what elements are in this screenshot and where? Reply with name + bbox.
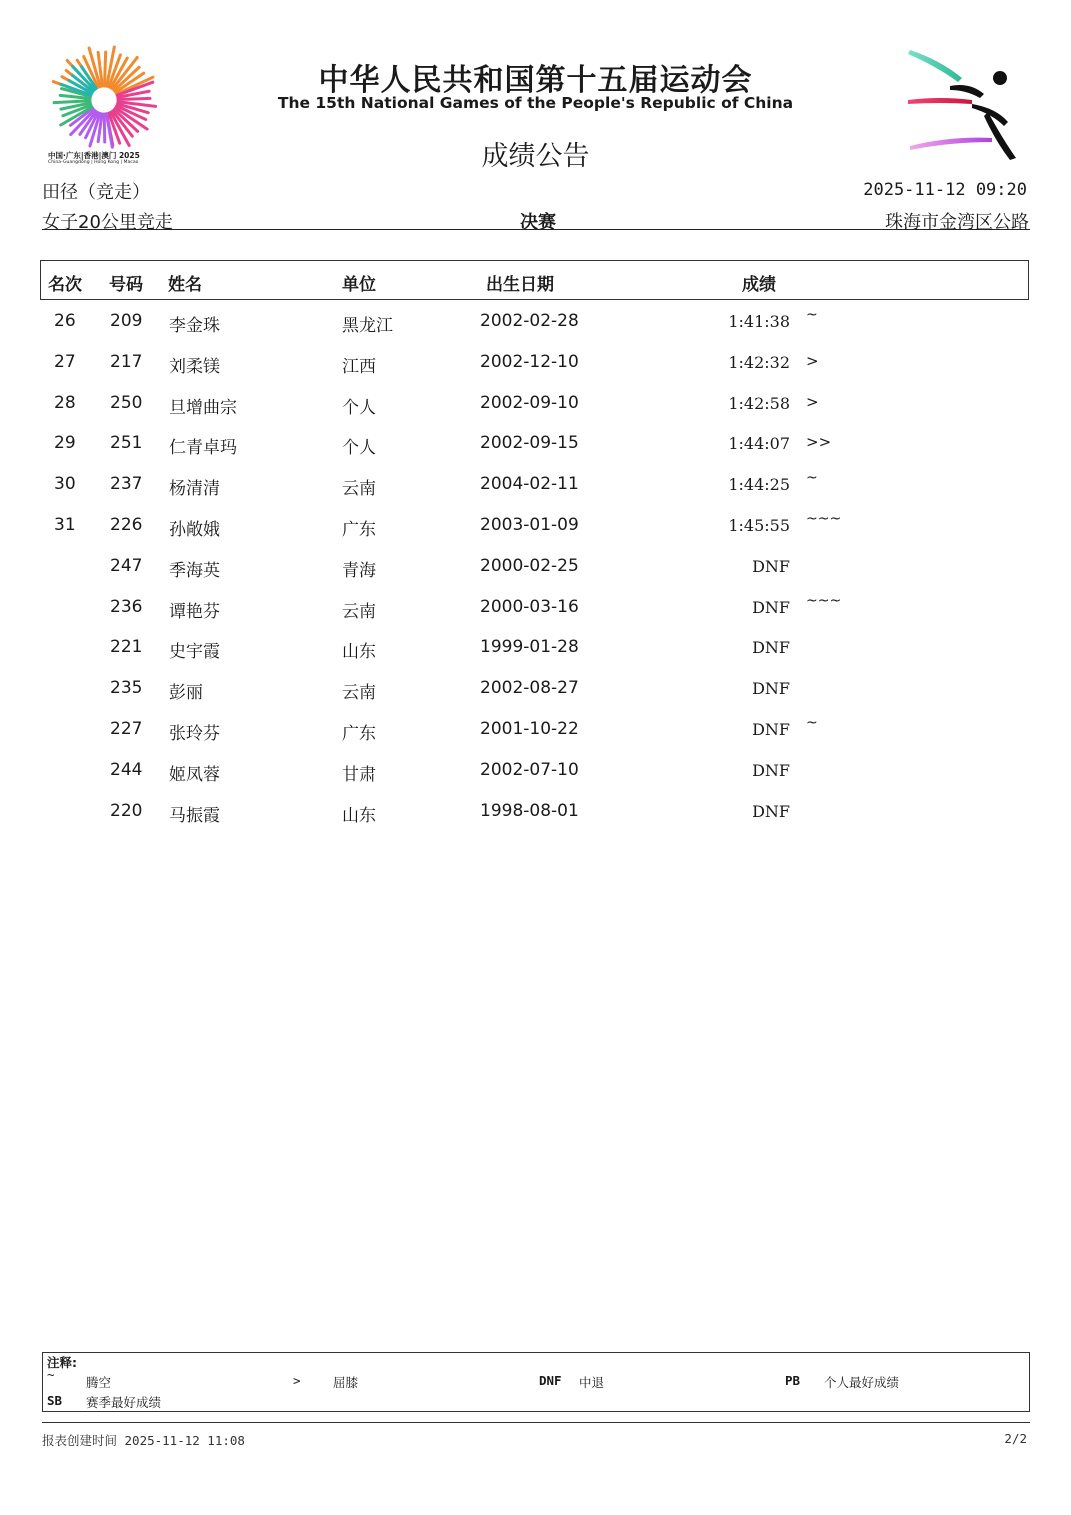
event-round: 决赛 (520, 212, 556, 233)
name-cell: 季海英 (169, 560, 220, 581)
logo-caption-cn: 中国·广东|香港|澳门 2025 (48, 151, 140, 160)
team-cell: 云南 (342, 601, 376, 622)
name-cell: 仁青卓玛 (169, 438, 237, 459)
dob-cell: 2002-09-15 (480, 433, 579, 454)
result-cell: DNF (752, 719, 790, 739)
team-cell: 江西 (342, 356, 376, 377)
table-row (0, 383, 1071, 424)
games-title-en: The 15th National Games of the People's Republic of China (277, 94, 794, 112)
bib-cell: 247 (110, 555, 143, 576)
bib-cell: 220 (110, 800, 143, 821)
result-cell: DNF (752, 679, 790, 699)
name-cell: 李金珠 (169, 316, 220, 336)
name-cell: 杨清清 (169, 479, 220, 500)
table-row (0, 301, 1071, 342)
name-cell: 姬凤蓉 (169, 764, 220, 785)
event-name: 女子20公里竞走 (42, 212, 173, 233)
notes-legend-box (42, 1352, 1030, 1412)
team-cell: 个人 (342, 397, 376, 418)
penalty-mark-cell: ~ (806, 470, 818, 487)
result-cell: DNF (752, 760, 790, 780)
dob-cell: 2002-09-10 (480, 392, 579, 413)
document-title: 成绩公告 (481, 141, 590, 172)
dob-cell: 2002-12-10 (480, 351, 579, 372)
result-cell: 1:42:32 (728, 352, 790, 372)
note-desc: 赛季最好成绩 (86, 1395, 162, 1410)
penalty-mark-cell: > (806, 392, 819, 411)
table-row (0, 750, 1071, 791)
column-header-rank: 名次 (48, 275, 82, 295)
page-number: 2/2 (1004, 1431, 1027, 1446)
column-header-result: 成绩 (742, 275, 776, 295)
rank-cell: 28 (54, 392, 76, 413)
result-cell: DNF (752, 801, 790, 821)
dob-cell: 2000-02-25 (480, 555, 579, 576)
bib-cell: 236 (110, 596, 143, 617)
team-cell: 山东 (342, 642, 376, 663)
name-cell: 马振霞 (169, 805, 220, 826)
result-cell: 1:42:58 (728, 393, 790, 413)
dob-cell: 2003-01-09 (480, 514, 579, 535)
dob-cell: 2002-07-10 (480, 759, 579, 780)
table-row (0, 627, 1071, 668)
event-datetime: 2025-11-12 09:20 (863, 180, 1027, 200)
team-cell: 云南 (342, 683, 376, 704)
dob-cell: 2004-02-11 (480, 474, 579, 495)
team-cell: 黑龙江 (342, 316, 393, 336)
note-desc: 中退 (579, 1375, 605, 1390)
table-row (0, 342, 1071, 383)
team-cell: 云南 (342, 479, 376, 500)
note-code: SB (47, 1393, 63, 1408)
note-desc: 个人最好成绩 (824, 1375, 900, 1390)
result-cell: DNF (752, 638, 790, 658)
bib-cell: 221 (110, 637, 143, 658)
dob-cell: 2000-03-16 (480, 596, 579, 617)
table-row (0, 587, 1071, 628)
table-row (0, 668, 1071, 709)
bib-cell: 244 (110, 759, 143, 780)
name-cell: 孙敞娥 (169, 519, 220, 540)
note-code: ~ (47, 1367, 55, 1382)
result-cell: 1:44:25 (728, 475, 790, 495)
footer-divider (42, 1422, 1030, 1423)
result-cell: 1:41:38 (728, 312, 790, 331)
name-cell: 旦增曲宗 (169, 397, 237, 418)
games-title-cn: 中华人民共和国第十五届运动会 (318, 63, 753, 98)
note-desc: 腾空 (86, 1375, 112, 1390)
sport-label: 田径（竞走） (42, 182, 150, 203)
bib-cell: 209 (110, 311, 143, 331)
bib-cell: 226 (110, 514, 143, 535)
dob-cell: 2002-02-28 (480, 311, 579, 331)
table-row (0, 546, 1071, 587)
column-header-bib: 号码 (109, 275, 143, 295)
team-cell: 广东 (342, 519, 376, 540)
team-cell: 广东 (342, 723, 376, 744)
rank-cell: 29 (54, 433, 76, 454)
column-header-name: 姓名 (168, 275, 202, 295)
bib-cell: 251 (110, 433, 143, 454)
team-cell: 甘肃 (342, 764, 376, 785)
bib-cell: 235 (110, 678, 143, 699)
dob-cell: 2001-10-22 (480, 718, 579, 739)
rank-cell: 30 (54, 474, 76, 495)
column-header-dob: 出生日期 (486, 275, 554, 295)
notes-title: 注释: (47, 1355, 77, 1370)
dob-cell: 2002-08-27 (480, 678, 579, 699)
dob-cell: 1999-01-28 (480, 637, 579, 658)
team-cell: 个人 (342, 438, 376, 459)
logo-caption-en: China-Guangdong | Hong Kong | Macao (48, 160, 139, 165)
team-cell: 山东 (342, 805, 376, 826)
bib-cell: 227 (110, 718, 143, 739)
result-cell: DNF (752, 597, 790, 617)
note-code: > (293, 1373, 301, 1388)
name-cell: 史宇霞 (169, 642, 220, 663)
dob-cell: 1998-08-01 (480, 800, 579, 821)
result-cell: 1:45:55 (728, 515, 790, 535)
penalty-mark-cell: > (806, 351, 819, 370)
table-row (0, 709, 1071, 750)
results-table-header (40, 260, 1029, 300)
rank-cell: 26 (54, 311, 76, 331)
report-created-time: 报表创建时间 2025-11-12 11:08 (42, 1433, 245, 1448)
column-header-team: 单位 (342, 275, 376, 295)
name-cell: 张玲芬 (169, 723, 220, 744)
name-cell: 刘柔镁 (169, 356, 220, 377)
table-row (0, 464, 1071, 505)
note-code: DNF (539, 1373, 562, 1388)
table-row (0, 505, 1071, 546)
team-cell: 青海 (342, 560, 376, 581)
penalty-mark-cell: >> (806, 433, 832, 452)
penalty-mark-cell: ~ (806, 307, 818, 323)
name-cell: 谭艳芬 (169, 601, 220, 622)
penalty-mark-cell: ~ (806, 714, 818, 731)
note-desc: 屈膝 (333, 1375, 359, 1390)
result-cell: 1:44:07 (728, 434, 790, 454)
rank-cell: 27 (54, 351, 76, 372)
result-cell: DNF (752, 556, 790, 576)
penalty-mark-cell: ~~~ (806, 510, 842, 527)
event-venue: 珠海市金湾区公路 (885, 212, 1029, 233)
rank-cell: 31 (54, 514, 76, 535)
bib-cell: 237 (110, 474, 143, 495)
note-code: PB (785, 1373, 801, 1388)
results-table-body (0, 301, 1071, 831)
bib-cell: 250 (110, 392, 143, 413)
header-divider (42, 229, 1030, 230)
bib-cell: 217 (110, 351, 143, 372)
penalty-mark-cell: ~~~ (806, 592, 842, 609)
name-cell: 彭丽 (169, 683, 203, 704)
table-row (0, 791, 1071, 832)
table-row (0, 423, 1071, 464)
